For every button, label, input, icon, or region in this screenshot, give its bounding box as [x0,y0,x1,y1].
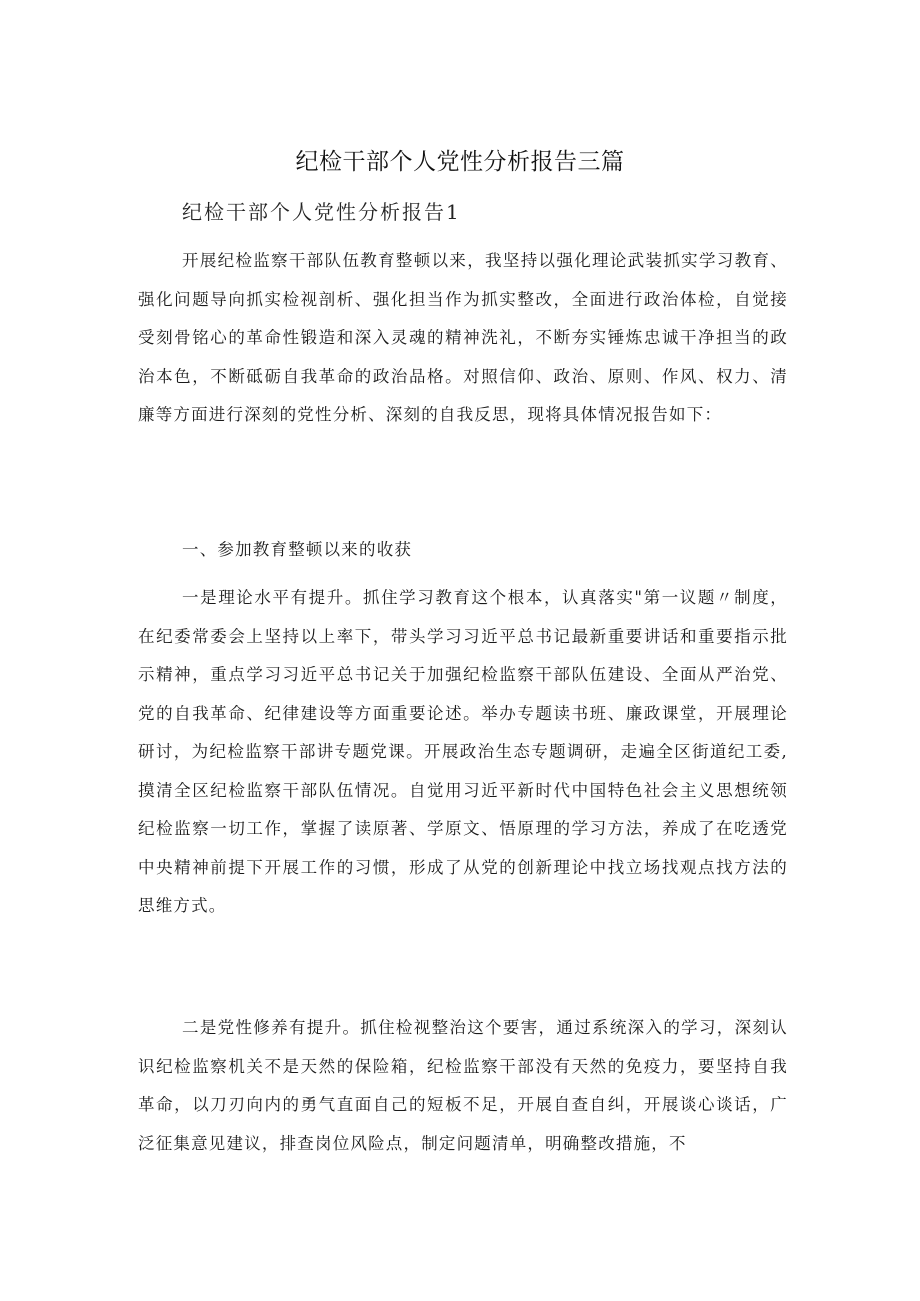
paragraph-intro: 开展纪检监察干部队伍教育整顿以来，我坚持以强化理论武装抓实学习教育、强化问题导向抓实检视剖析、强化担当作为抓实整改，全面进行政治体检，自觉接受刻骨铭心的革命性锻造和深入灵魂的精神洗礼，不断夯实锤炼忠诚干净担当的政治本色，不断砥砺自我革命的政治品格。对照信仰、政治、原则、作风、权力、清廉等方面进行深刻的党性分析、深刻的自我反思，现将具体情况报告如下： [138,251,788,424]
paragraph-party-spirit: 二是党性修养有提升。抓住检视整治这个要害，通过系统深入的学习，深刻认识纪检监察机关不是天然的保险箱，纪检监察干部没有天然的免疫力，要坚持自我革命，以刀刃向内的勇气直面自己的短板不足，开展自查自纠，开展谈心谈话，广泛征集意见建议，排查岗位风险点，制定问题清单，明确整改措施，不 [138,1018,788,1153]
document-title: 纪检干部个人党性分析报告三篇 [295,149,625,175]
report-subtitle: 纪检干部个人党性分析报告1 [182,200,461,224]
paragraph-theory: 一是理论水平有提升。抓住学习教育这个根本，认真落实"第一议题〃制度，在纪委常委会上坚持以上率下，带头学习习近平总书记最新重要讲话和重要指示批示精神，重点学习习近平总书记关于加强纪检监察干部队伍建设、全面从严治党、党的自我革命、纪律建设等方面重要论述。举办专题读书班、廉政课堂，开展理论研讨，为纪检监察干部讲专题党课。开展政治生态专题调研，走遍全区街道纪工委,摸清全区纪检监察干部队伍情况。自觉用习近平新时代中国特色社会主义思想统领纪检监察一切工作，掌握了读原著、学原文、悟原理的学习方法，养成了在吃透党中央精神前提下开展工作的习惯，形成了从党的创新理论中找立场找观点找方法的思维方式。 [138,588,788,915]
section-heading-gains: 一、参加教育整顿以来的收获 [182,540,413,559]
